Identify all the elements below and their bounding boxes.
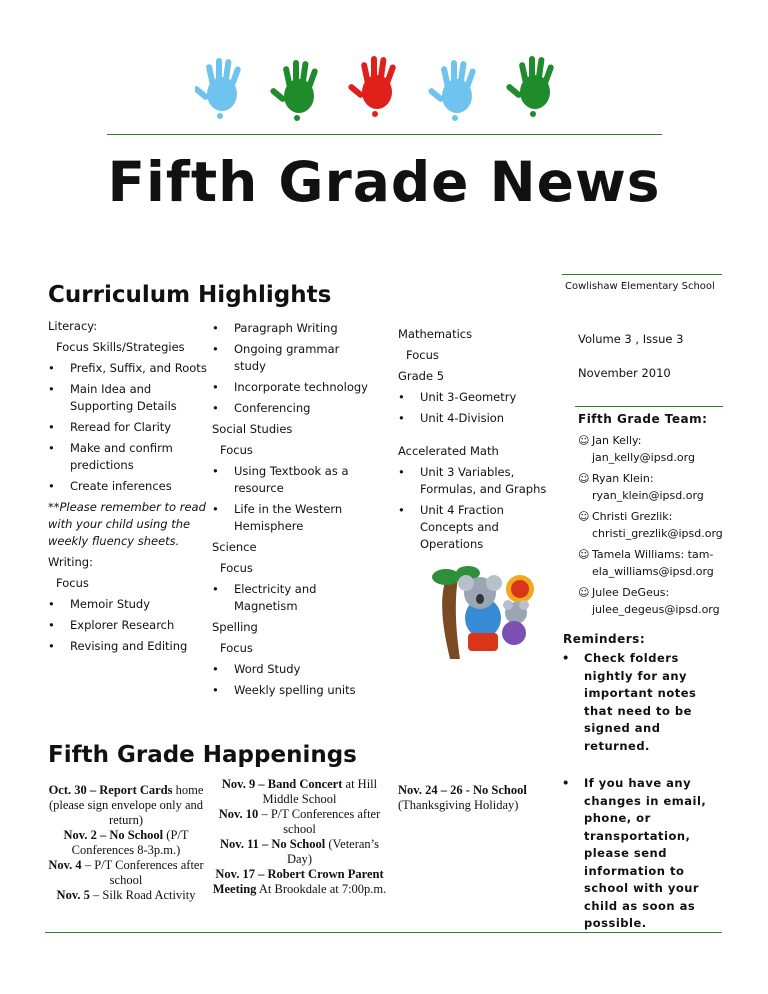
social-studies-focus: Focus xyxy=(220,443,253,457)
event-item: Nov. 17 – Robert Crown Parent Meeting At Brookdale at 7:00p.m. xyxy=(212,867,387,896)
list-item: • Reread for Clarity xyxy=(48,419,208,436)
writing-focus: Focus xyxy=(56,576,89,590)
list-item: • Unit 3-Geometry xyxy=(398,389,548,406)
hand-print-icon xyxy=(505,56,554,117)
list-item: • Paragraph Writing xyxy=(212,320,372,337)
writing-list xyxy=(48,596,208,655)
social-studies-list xyxy=(212,463,372,535)
hand-print-icon xyxy=(347,56,396,117)
accelerated-math-list xyxy=(398,464,548,553)
literacy-label: Literacy: xyxy=(48,319,98,333)
email-link[interactable]: ryan_klein@ipsd.org xyxy=(592,489,704,502)
social-studies-label: Social Studies xyxy=(212,422,293,436)
happenings-column-2 xyxy=(212,777,387,897)
hand-print-icon xyxy=(427,60,476,121)
event-item: Nov. 11 – No School (Veteran’s Day) xyxy=(219,837,380,866)
list-item: • Unit 4 Fraction Concepts and Operations xyxy=(398,502,548,553)
reminder-item: • Check folders nightly for any important notes that need to be signed and returned. xyxy=(562,650,714,755)
event-item: Nov. 9 – Band Concert at Hill Middle School xyxy=(221,777,378,806)
list-item: • Prefix, Suffix, and Roots xyxy=(48,360,208,377)
happenings-heading: Fifth Grade Happenings xyxy=(48,742,357,768)
reminders-heading: Reminders: xyxy=(563,632,646,646)
team-member: ☺ Julee DeGeus: julee_degeus@ipsd.org xyxy=(578,584,728,618)
team-member: ☺ Ryan Klein: ryan_klein@ipsd.org xyxy=(578,470,728,504)
science-list xyxy=(212,581,372,615)
team-member: ☺ Christi Grezlik: christi_grezlik@ipsd.org xyxy=(578,508,728,542)
team-member: ☺ Tamela Williams: tam- ela_williams@ipsd.org xyxy=(578,546,728,580)
reading-note: **Please remember to read with your child using the weekly fluency sheets. xyxy=(48,500,206,548)
science-label: Science xyxy=(212,540,257,554)
team-list xyxy=(578,432,728,622)
math-label: Mathematics xyxy=(398,327,473,341)
event-item: Oct. 30 – Report Cards home (please sign envelope only and return) xyxy=(48,783,204,827)
email-link[interactable]: ela_williams@ipsd.org xyxy=(592,565,714,578)
event-item: Nov. 4 – P/T Conferences after school xyxy=(48,858,204,887)
spelling-list xyxy=(212,661,372,699)
list-item: • Ongoing grammar study xyxy=(212,341,372,375)
footer-divider xyxy=(45,932,722,933)
list-item: • Explorer Research xyxy=(48,617,208,634)
volume-issue: Volume 3 , Issue 3 xyxy=(578,332,684,346)
event-item: Nov. 24 – 26 - No School (Thanksgiving Holiday) xyxy=(398,783,527,812)
curriculum-column-2 xyxy=(212,320,372,703)
reminder-item: • If you have any changes in email, phone, or transportation, please send information to school with your child as soon as possible. xyxy=(562,775,714,933)
grade-label: Grade 5 xyxy=(398,369,445,383)
list-item: • Main Idea and Supporting Details xyxy=(48,381,208,415)
list-item: • Unit 3 Variables, Formulas, and Graphs xyxy=(398,464,548,498)
hand-print-icon xyxy=(195,58,242,119)
list-item: • Revising and Editing xyxy=(48,638,208,655)
page-title: Fifth Grade News xyxy=(107,150,661,214)
list-item: • Unit 4-Division xyxy=(398,410,548,427)
event-item: Nov. 5 – Silk Road Activity xyxy=(56,888,196,902)
list-item: • Conferencing xyxy=(212,400,372,417)
koala-icon xyxy=(428,563,543,663)
list-item: • Electricity and Magnetism xyxy=(212,581,372,615)
writing-label: Writing: xyxy=(48,555,93,569)
list-item: • Create inferences xyxy=(48,478,208,495)
koala-clipart xyxy=(428,563,543,663)
team-divider xyxy=(575,406,723,407)
curriculum-column-1 xyxy=(48,318,208,659)
accelerated-math-label: Accelerated Math xyxy=(398,444,499,458)
sidebar-top-divider xyxy=(562,274,722,275)
list-item: • Using Textbook as a resource xyxy=(212,463,372,497)
spelling-focus: Focus xyxy=(220,641,253,655)
list-item: • Weekly spelling units xyxy=(212,682,372,699)
reminders-list xyxy=(562,650,714,933)
happenings-column-3 xyxy=(398,783,548,813)
list-item: • Incorporate technology xyxy=(212,379,372,396)
happenings-column-1 xyxy=(45,783,207,903)
team-member: ☺ Jan Kelly: jan_kelly@ipsd.org xyxy=(578,432,728,466)
event-item: Nov. 10 – P/T Conferences after school xyxy=(218,807,381,836)
curriculum-heading: Curriculum Highlights xyxy=(48,282,332,308)
literacy-list xyxy=(48,360,208,495)
school-name: Cowlishaw Elementary School xyxy=(565,281,715,292)
handprint-row xyxy=(195,52,575,122)
list-item: • Make and confirm predictions xyxy=(48,440,208,474)
literacy-focus: Focus Skills/Strategies xyxy=(56,340,185,354)
list-item: • Memoir Study xyxy=(48,596,208,613)
science-focus: Focus xyxy=(220,561,253,575)
email-link[interactable]: jan_kelly@ipsd.org xyxy=(592,451,695,464)
header-divider xyxy=(107,134,662,135)
email-link[interactable]: julee_degeus@ipsd.org xyxy=(592,603,720,616)
list-item: • Life in the Western Hemisphere xyxy=(212,501,372,535)
event-item: Nov. 2 – No School (P/T Conferences 8-3p.m.) xyxy=(63,828,189,857)
curriculum-column-3 xyxy=(398,326,548,557)
spelling-label: Spelling xyxy=(212,620,258,634)
literacy-list-continued xyxy=(212,320,372,417)
handprints-graphic xyxy=(195,52,575,122)
team-heading: Fifth Grade Team: xyxy=(578,412,708,426)
list-item: • Word Study xyxy=(212,661,372,678)
math-list xyxy=(398,389,548,427)
math-focus: Focus xyxy=(406,348,439,362)
issue-date: November 2010 xyxy=(578,366,671,380)
email-link[interactable]: christi_grezlik@ipsd.org xyxy=(592,527,723,540)
hand-print-icon xyxy=(269,60,318,121)
